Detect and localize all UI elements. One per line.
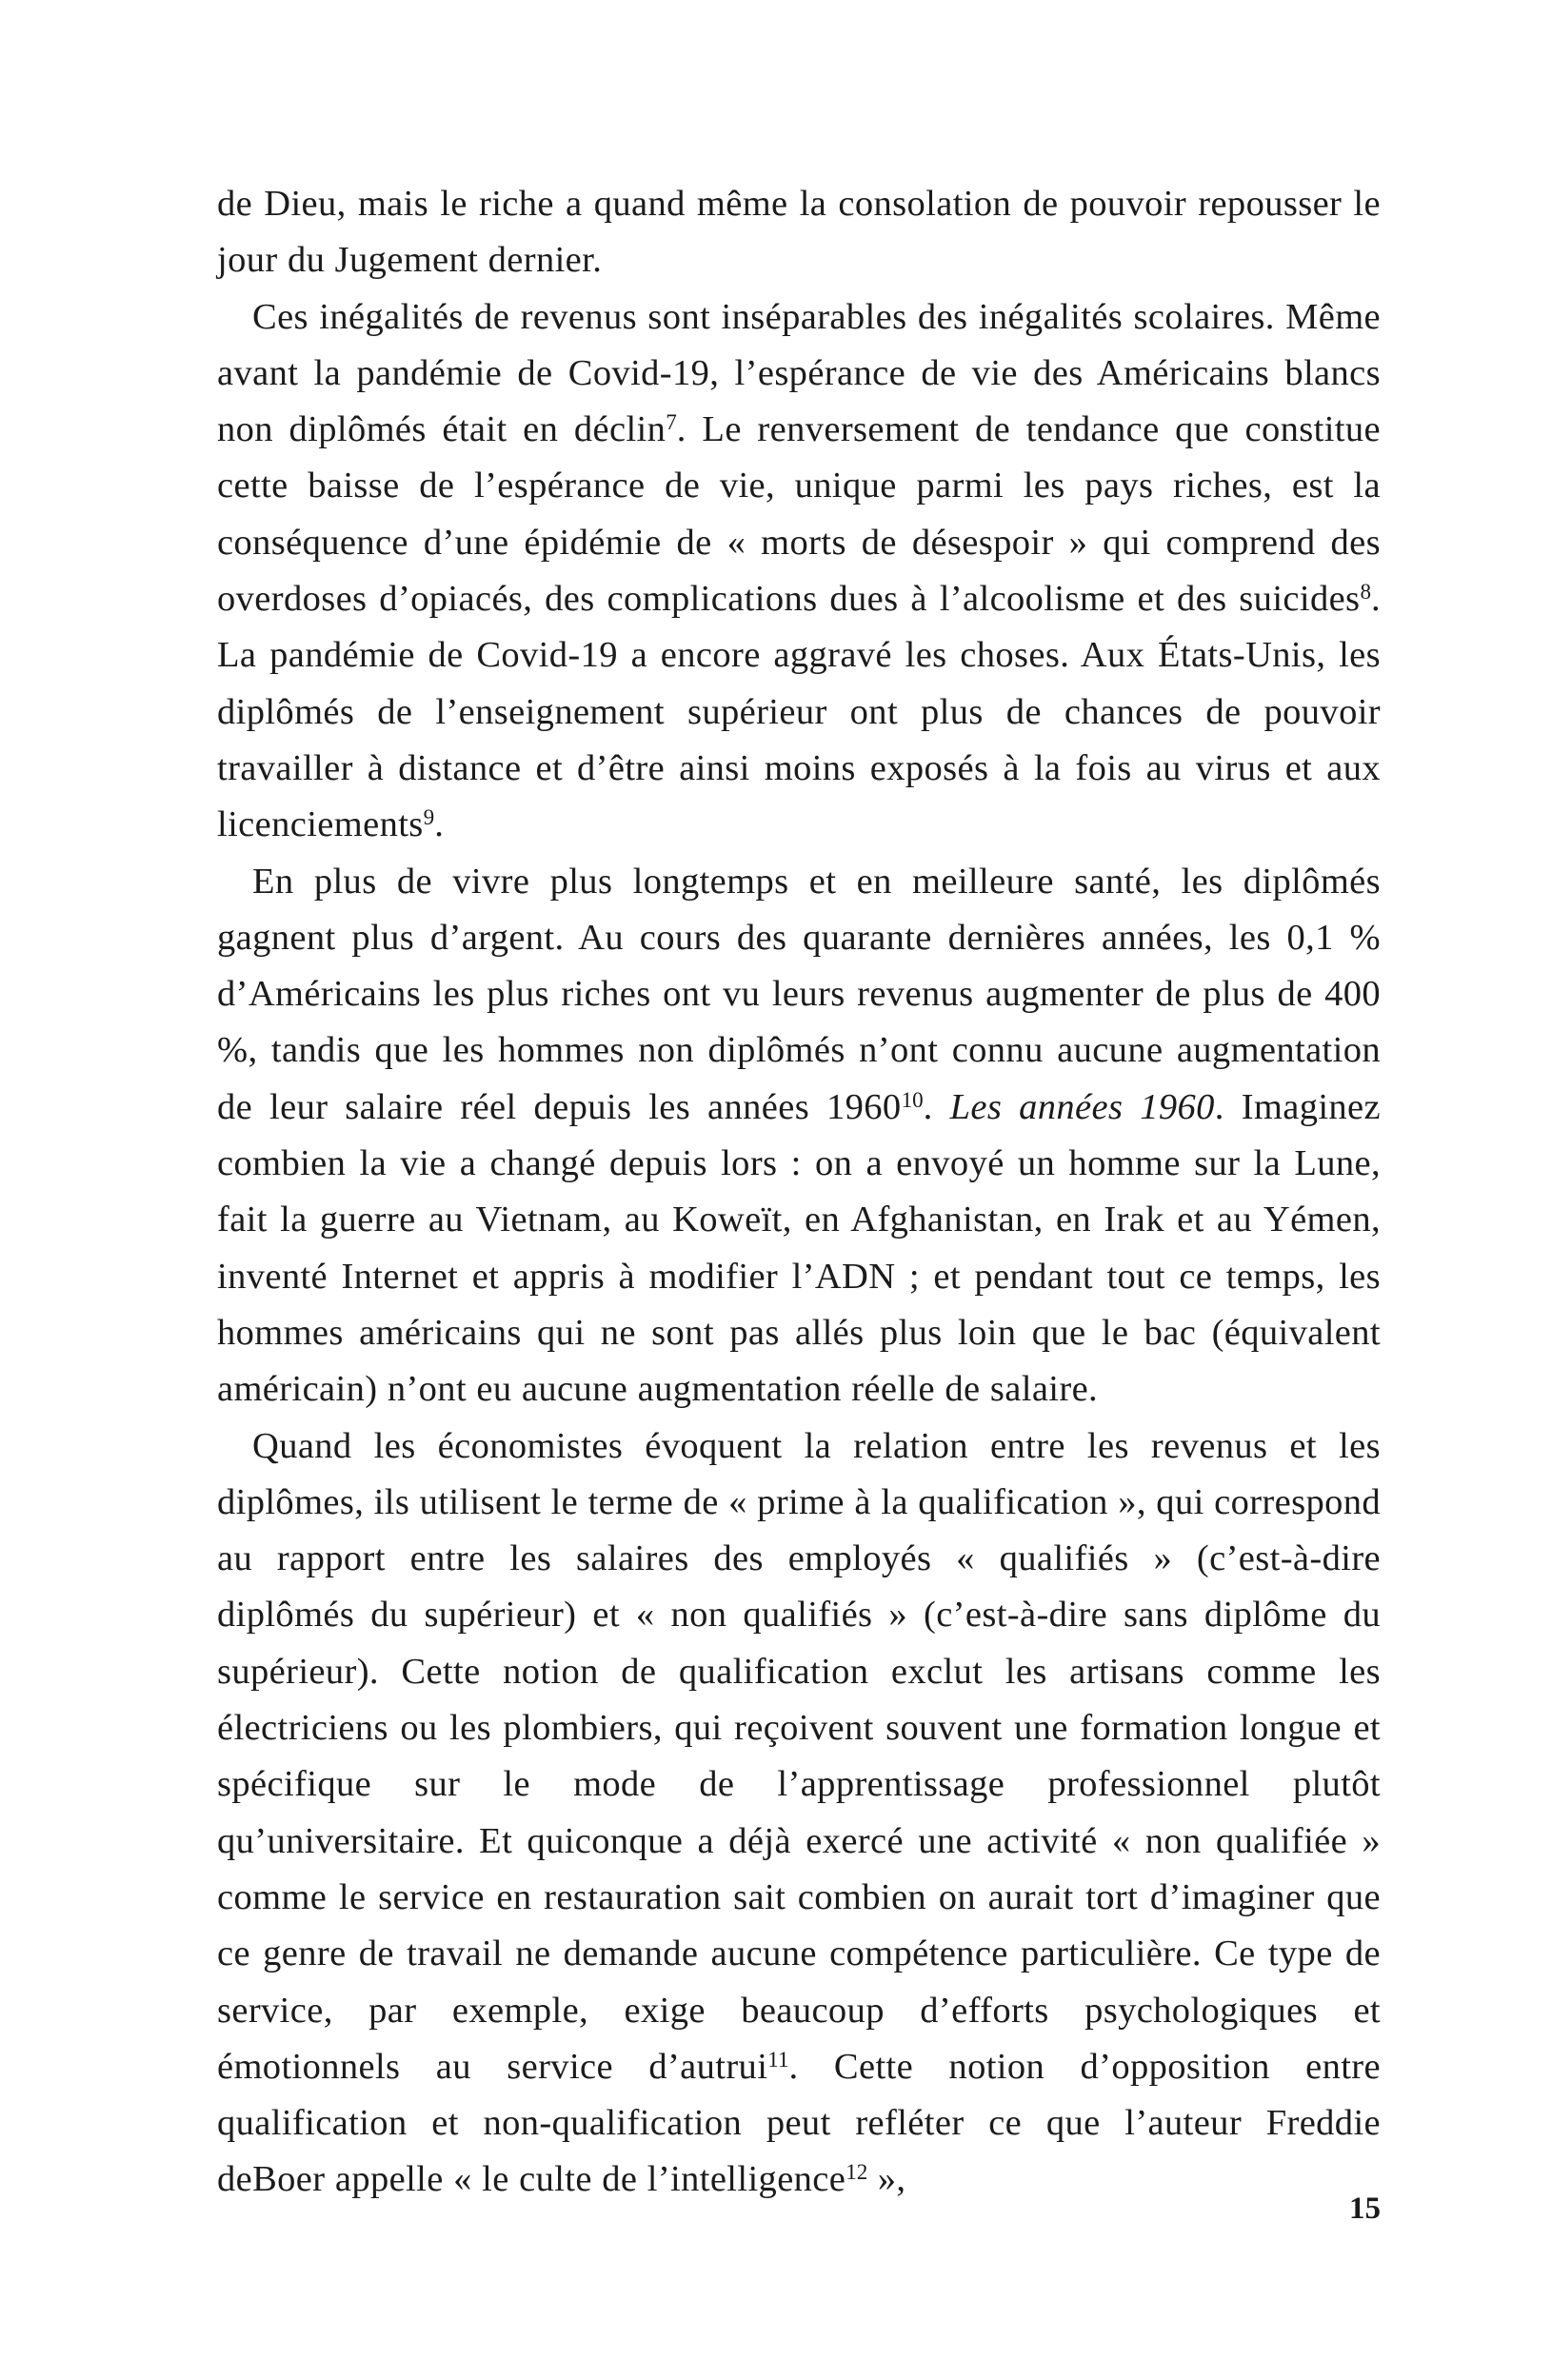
- footnote-marker-12: 12: [846, 2159, 868, 2185]
- footnote-marker-11: 11: [767, 2046, 789, 2072]
- text-run: .: [923, 1086, 950, 1127]
- text-run: Ces inégalités de revenus sont inséparables des inégalités scolaires. Même avant la pandémie de Covid-19, l’espérance de vie des Américains blancs non diplômés était en déclin: [217, 296, 1381, 450]
- paragraph-economistes: [217, 1418, 1381, 2209]
- paragraph-inegalites: [217, 289, 1381, 854]
- italic-title-les-annees-1960: Les années 1960: [949, 1086, 1215, 1127]
- footnote-marker-10: 10: [901, 1086, 924, 1112]
- text-run: . Cette notion d’opposition entre qualification et non-qualification peut refléter ce que l’auteur Freddie deBoer appelle « le culte de l’intelligence: [217, 2046, 1381, 2200]
- text-run: . La pandémie de Covid-19 a encore aggravé les choses. Aux États-Unis, les diplômés de l’enseignement supérieur ont plus de chances de pouvoir travailler à distance et d’être ainsi moins exposés à la fois au virus et aux licenciements: [217, 579, 1381, 845]
- paragraph-diplomes-gagnent: [217, 854, 1381, 1418]
- page-number: 15: [1349, 2192, 1381, 2226]
- page-text-body: [217, 176, 1381, 2209]
- text-run: Quand les économistes évoquent la relation entre les revenus et les diplômes, ils utilisent le terme de « prime à la qualification », qui correspond au rapport entre les salaires des employés « qualifiés » (c’est-à-dire diplômés du supérieur) et « non qualifiés » (c’est-à-dire sans diplôme du supérieur). Cette notion de qualification exclut les artisans comme les électriciens ou les plombiers, qui reçoivent souvent une formation longue et spécifique sur le mode de l’apprentissage professionnel plutôt qu’universitaire. Et quiconque a déjà exercé une activité « non qualifiée » comme le service en restauration sait combien on aurait tort d’imaginer que ce genre de travail ne demande aucune compétence particulière. Ce type de service, par exemple, exige beaucoup d’efforts psychologiques et émotionnels au service d’autrui: [217, 1425, 1381, 2087]
- footnote-marker-7: 7: [666, 409, 677, 435]
- text-run: .: [434, 804, 445, 845]
- text-run: . Imaginez combien la vie a changé depuis lors : on a envoyé un homme sur la Lune, fait la guerre au Vietnam, au Koweït, en Afghanistan, en Irak et au Yémen, inventé Internet et appris à modifier l’ADN ; et pendant tout ce temps, les hommes américains qui ne sont pas allés plus loin que le bac (équivalent américain) n’ont eu aucune augmentation réelle de salaire.: [217, 1086, 1382, 1410]
- text-run: »,: [867, 2159, 906, 2200]
- text-run: En plus de vivre plus longtemps et en meilleure santé, les diplômés gagnent plus d’argent. Au cours des quarante dernières années, les 0,1 % d’Américains les plus riches ont vu leurs revenus augmenter de plus de 400 %, tandis que les hommes non diplômés n’ont connu aucune augmentation de leur salaire réel depuis les années 1960: [217, 861, 1381, 1127]
- footnote-marker-8: 8: [1360, 579, 1371, 605]
- footnote-marker-9: 9: [423, 804, 435, 830]
- text-run: . Le renversement de tendance que constitue cette baisse de l’espérance de vie, unique parmi les pays riches, est la conséquence d’une épidémie de « morts de désespoir » qui comprend des overdoses d’opiacés, des complications dues à l’alcoolisme et des suicides: [217, 409, 1381, 620]
- paragraph-continuation: de Dieu, mais le riche a quand même la consolation de pouvoir repousser le jour du Jugement dernier.: [217, 184, 1381, 281]
